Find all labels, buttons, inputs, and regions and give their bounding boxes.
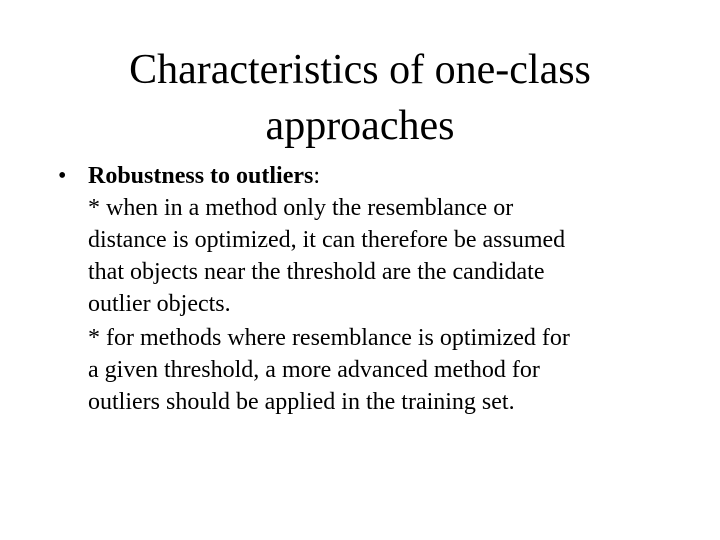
bullet-paragraph: [88, 322, 698, 418]
slide-body: [58, 160, 698, 418]
paragraph-line: * when in a method only the resemblance or: [88, 195, 514, 221]
title-line: Characteristics of one-class: [129, 47, 591, 93]
paragraph-line: a given threshold, a more advanced method for: [88, 357, 540, 383]
bullet-item: [58, 160, 698, 418]
paragraph-line: outlier objects.: [88, 291, 231, 317]
title-line: approaches: [265, 103, 455, 149]
bullet-heading-suffix: :: [313, 163, 321, 189]
paragraph-line: distance is optimized, it can therefore be assumed: [88, 227, 566, 253]
bullet-heading-line: [88, 160, 698, 192]
paragraph-line: * for methods where resemblance is optimized for: [88, 325, 570, 351]
bullet-paragraph: [88, 192, 698, 320]
paragraph-line: that objects near the threshold are the candidate: [88, 259, 545, 285]
slide-title: [60, 42, 660, 154]
bullet-content: [88, 160, 698, 418]
bullet-heading: Robustness to outliers: [88, 163, 314, 189]
bullet-icon: •: [58, 163, 67, 189]
paragraph-line: outliers should be applied in the training set.: [88, 389, 515, 415]
